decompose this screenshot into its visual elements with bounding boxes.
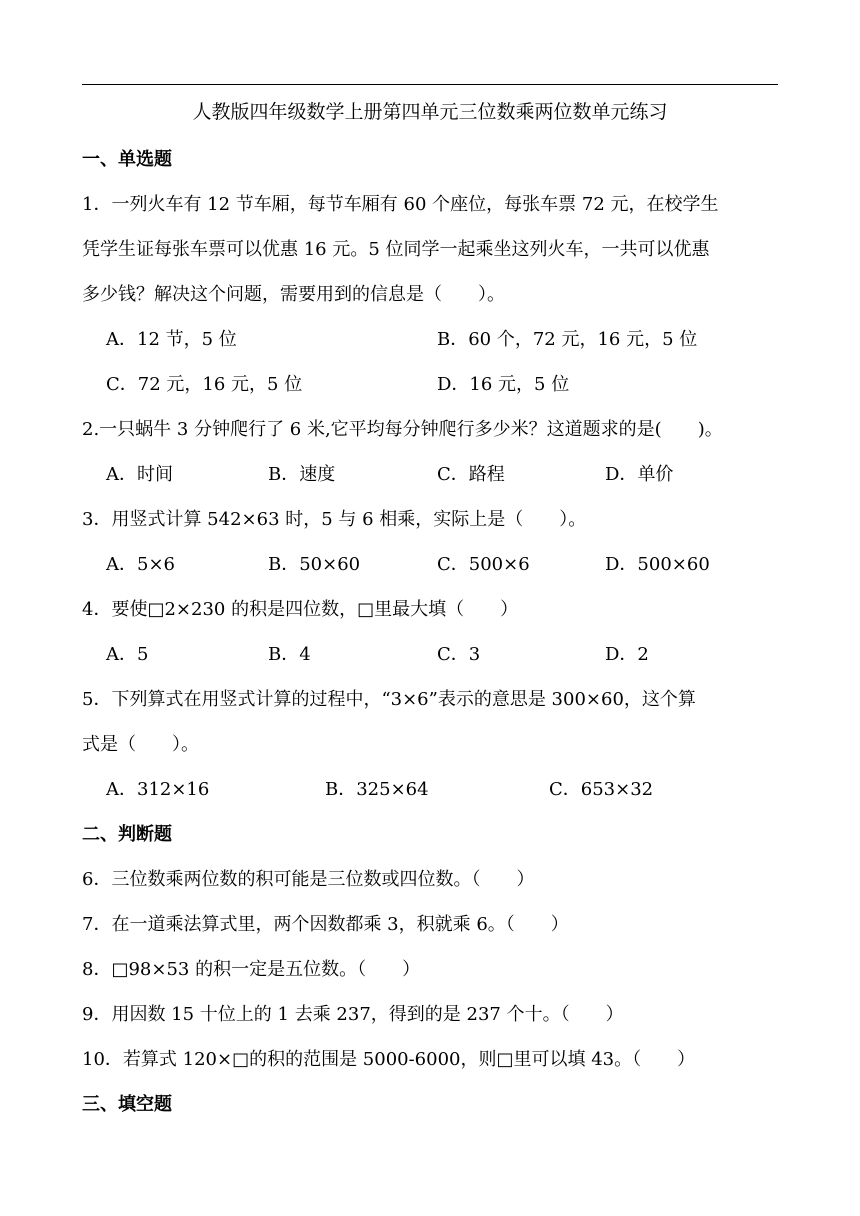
section-heading-true-false: 二、判断题 [82,824,172,845]
q1-option-d: D．16 元，5 位 [437,374,570,395]
q10-text: 10．若算式 120×□的积的范围是 5000-6000，则□里可以填 43。（ ） [82,1049,696,1070]
q2-text-line1: 2.一只蜗牛 3 分钟爬行了 6 米,它平均每分钟爬行多少米？这道题求的是( )。 [82,419,723,440]
q4-option-d: D．2 [605,644,649,665]
q1-text-line1: 1．一列火车有 12 节车厢，每节车厢有 60 个座位，每张车票 72 元，在校学生 [82,194,719,215]
q2-option-d: D．单价 [605,464,674,485]
q1-option-c: C．72 元，16 元，5 位 [106,374,303,395]
q7-text: 7．在一道乘法算式里，两个因数都乘 3，积就乘 6。（ ） [82,914,569,935]
q6-text: 6．三位数乘两位数的积可能是三位数或四位数。（ ） [82,869,535,890]
q3-text-line1: 3．用竖式计算 542×63 时，5 与 6 相乘，实际上是（ ）。 [82,509,587,530]
q4-text-line1: 4．要使□2×230 的积是四位数，□里最大填（ ） [82,599,519,620]
q5-text-line2: 式是（ ）。 [82,734,199,755]
q3-option-d: D．500×60 [605,554,710,575]
q2-option-a: A．时间 [106,464,173,485]
q4-option-a: A．5 [106,644,149,665]
section-heading-single-choice: 一、单选题 [82,149,172,170]
q5-option-b: B．325×64 [325,779,429,800]
q1-text-line2: 凭学生证每张车票可以优惠 16 元。5 位同学一起乘坐这列火车，一共可以优惠 [82,239,710,260]
q4-option-c: C．3 [437,644,481,665]
q1-option-a: A．12 节，5 位 [106,329,237,350]
q1-option-b: B．60 个，72 元，16 元，5 位 [437,329,698,350]
q5-option-a: A．312×16 [106,779,210,800]
q2-option-b: B．速度 [268,464,336,485]
document-title: 人教版四年级数学上册第四单元三位数乘两位数单元练习 [192,101,668,123]
q5-option-c: C．653×32 [549,779,654,800]
q5-text-line1: 5．下列算式在用竖式计算的过程中，“3×6”表示的意思是 300×60，这个算 [82,689,696,710]
q1-text-line3: 多少钱？解决这个问题，需要用到的信息是（ ）。 [82,284,505,305]
section-heading-fill-blank: 三、填空题 [82,1094,172,1115]
q9-text: 9．用因数 15 十位上的 1 去乘 237，得到的是 237 个十。（ ） [82,1004,624,1025]
q4-option-b: B．4 [268,644,311,665]
q3-option-b: B．50×60 [268,554,361,575]
q3-option-c: C．500×6 [437,554,530,575]
header-rule [82,84,778,85]
q8-text: 8．□98×53 的积一定是五位数。（ ） [82,959,421,980]
q3-option-a: A．5×6 [106,554,175,575]
q2-option-c: C．路程 [437,464,505,485]
